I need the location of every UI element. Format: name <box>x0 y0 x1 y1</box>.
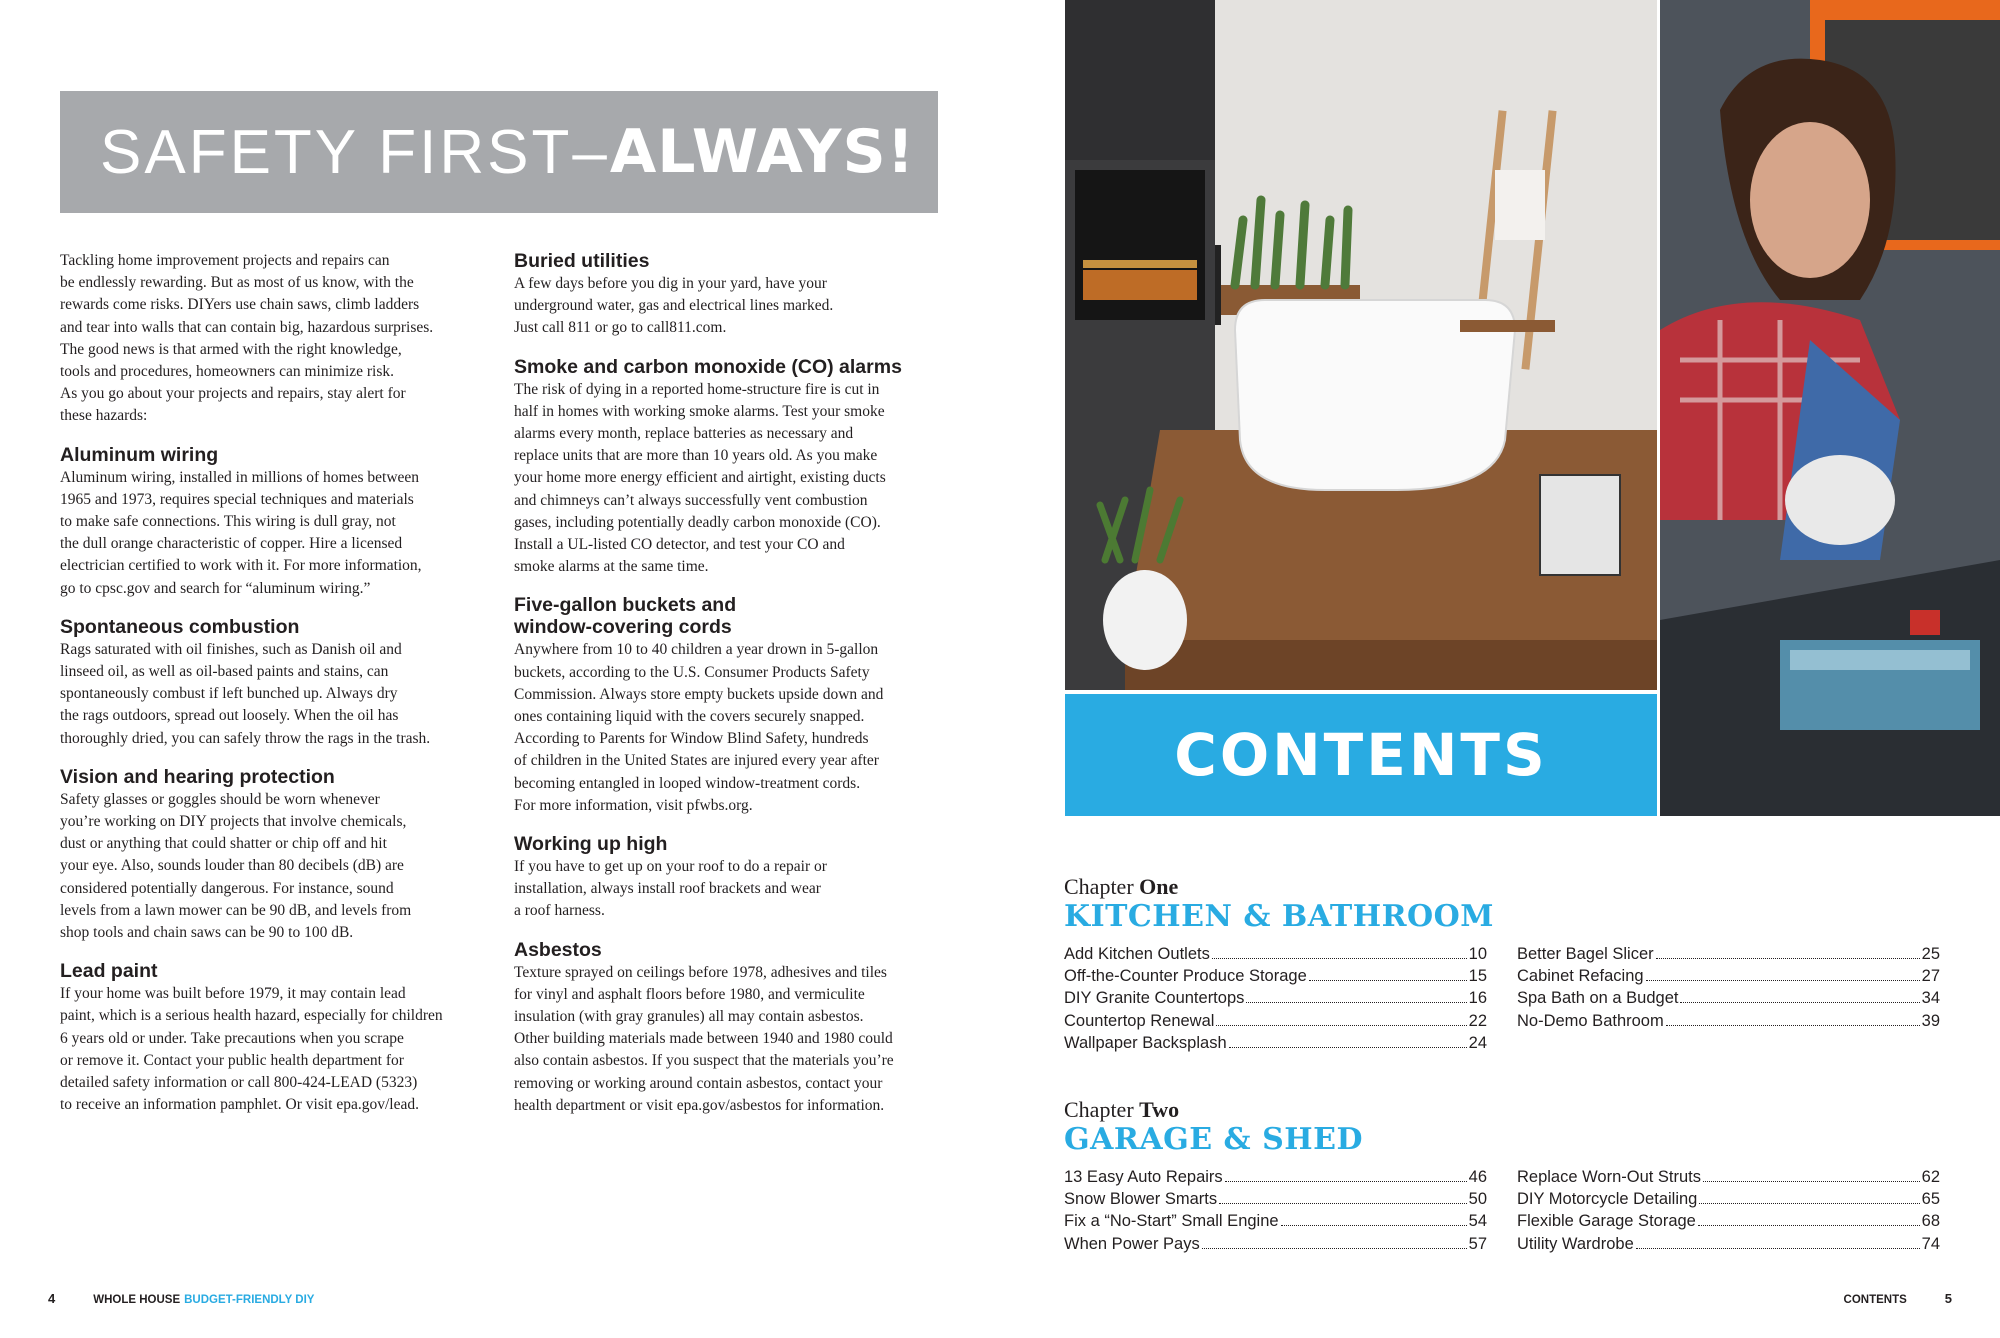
toc-leader <box>1703 1181 1920 1182</box>
section-body: If you have to get up on your roof to do a repair or installation, always install roof brackets and wear a roof harness. <box>514 858 827 920</box>
toc-entry-page: 24 <box>1468 1033 1487 1052</box>
section-body: Aluminum wiring, installed in millions of homes between 1965 and 1973, requires special techniques and materials to make safe connections. This wiring is dull gray, not the dull orange characteristic of copper. Hire a licensed electrician certified to work with it. For more information, go to cpsc.gov and search for “aluminum wiring.” <box>60 468 422 597</box>
chapter-title: GARAGE & SHED <box>1064 1122 1363 1157</box>
toc-entry-title: Better Bagel Slicer <box>1517 945 1654 963</box>
section-body: Anywhere from 10 to 40 children a year drown in 5-gallon buckets, according to the U.S. Consumer Products Safety Commission. Always store empty buckets upside down and ones containing liquid with the covers securely snapped. According to Parents for Window Blind Safety, hundreds of children in the United States are injured every year after becoming entangled in looped window-treatment cords. For more information, visit pfwbs.org. <box>514 641 884 814</box>
toc-column-left <box>1064 943 1487 1054</box>
mechanic-photo <box>1660 0 2000 816</box>
chapter-two <box>1064 1097 1954 1255</box>
bathroom-photo <box>1065 0 1657 690</box>
toc-entry-page: 34 <box>1921 989 1940 1008</box>
toc-leader <box>1212 958 1467 959</box>
toc-entry-title: Wallpaper Backsplash <box>1064 1033 1227 1052</box>
section-body: Texture sprayed on ceilings before 1978, adhesives and tiles for vinyl and asphalt floors before 1980, and vermiculite insulation (with gray granules) all may contain asbestos. Other building materials made between 1940 and 1980 could also contain asbestos. If you suspect that the materials you’re removing or working around contain asbestos, contact your health department or visit epa.gov/asbestos for information. <box>514 963 894 1114</box>
toc-entry-page: 10 <box>1468 945 1487 963</box>
toc-entry[interactable] <box>1517 943 1940 965</box>
safety-banner <box>60 91 938 213</box>
toc-entry[interactable] <box>1064 1010 1487 1032</box>
toc-leader <box>1680 1002 1919 1003</box>
toc-entry-page: 65 <box>1921 1190 1940 1209</box>
toc-entry[interactable] <box>1517 1010 1940 1032</box>
toc-entry-page: 57 <box>1468 1234 1487 1253</box>
intro-paragraph: The good news is that armed with the right knowledge, tools and procedures, homeowners can minimize risk. As you go about your projects and repairs, stay alert for these hazards: <box>60 340 406 425</box>
toc-entry-title: Off-the-Counter Produce Storage <box>1064 967 1307 986</box>
contents-title: CONTENTS <box>1174 721 1548 789</box>
toc-entry[interactable] <box>1517 987 1940 1009</box>
toc-leader <box>1202 1248 1467 1249</box>
toc-leader <box>1656 958 1920 959</box>
section-heading: Smoke and carbon monoxide (CO) alarms <box>514 355 902 378</box>
toc-entry-page: 39 <box>1921 1011 1940 1030</box>
toc-entry-title: Replace Worn-Out Struts <box>1517 1168 1702 1186</box>
toc-leader <box>1225 1181 1467 1182</box>
toc-entry[interactable] <box>1517 965 1940 987</box>
toc-entry-page: 15 <box>1468 967 1487 986</box>
toc-leader <box>1636 1248 1920 1249</box>
toc-entry-title: Add Kitchen Outlets <box>1064 945 1210 963</box>
section-body: A few days before you dig in your yard, have your underground water, gas and electrical lines marked. Just call 811 or go to call811.com. <box>514 275 834 337</box>
toc-entry-page: 68 <box>1921 1212 1940 1231</box>
toc-entry-title: Utility Wardrobe <box>1517 1234 1634 1253</box>
toc-entry-title: Snow Blower Smarts <box>1064 1190 1218 1209</box>
chapter-prefix: Chapter <box>1064 874 1140 899</box>
section-heading: Buried utilities <box>514 250 650 272</box>
toc-leader <box>1246 1002 1466 1003</box>
toc-entry[interactable] <box>1064 987 1487 1009</box>
chapter-number: One <box>1139 874 1179 899</box>
contents-title-box <box>1065 694 1657 816</box>
toc-leader <box>1698 1225 1920 1226</box>
toc-entry-page: 16 <box>1468 989 1487 1008</box>
toc-entry-page: 54 <box>1468 1212 1487 1231</box>
section-body: The risk of dying in a reported home-structure fire is cut in half in homes with working smoke alarms. Test your smoke alarms every month, replace batteries as necessary and replace units that are more than 10 years old. As you make your home more energy efficient and airtight, existing ducts and chimneys can’t always successfully vent combustion gases, including potentially deadly carbon monoxide (CO). Install a UL-listed CO detector, and test your CO and smoke alarms at the same time. <box>514 380 886 576</box>
toc-entry-title: DIY Granite Countertops <box>1064 989 1245 1008</box>
intro-paragraph: Tackling home improvement projects and repairs can be endlessly rewarding. But as most of us know, with the rewards come risks. DIYers use chain saws, climb ladders and tear into walls that can contain big, hazardous surprises. <box>60 252 434 336</box>
chapter-label <box>1064 874 1954 900</box>
footer-brand-accent: BUDGET-FRIENDLY DIY <box>184 1294 315 1306</box>
toc-column-left <box>1064 1166 1487 1255</box>
toc-entry[interactable] <box>1064 1166 1487 1188</box>
section-heading: Lead paint <box>60 960 158 983</box>
bathroom-illustration <box>1065 0 1657 690</box>
toc-entry[interactable] <box>1517 1188 1940 1210</box>
toc-entry[interactable] <box>1064 943 1487 965</box>
toc-entry-title: Cabinet Refacing <box>1517 967 1644 986</box>
toc-entry-title: 13 Easy Auto Repairs <box>1064 1168 1223 1186</box>
toc-list <box>1064 1166 1954 1255</box>
section-heading: Asbestos <box>514 938 602 961</box>
toc-leader <box>1219 1203 1467 1204</box>
toc-leader <box>1309 980 1467 981</box>
toc-entry-page: 74 <box>1921 1234 1940 1253</box>
section-body: Safety glasses or goggles should be worn whenever you’re working on DIY projects that involve chemicals, dust or anything that could shatter or chip off and hit your eye. Also, sounds louder than 80 decibels (dB) are considered potentially dangerous. For instance, sound levels from a lawn mower can be 90 dB, and levels from shop tools and chain saws can be 90 to 100 dB. <box>60 790 412 942</box>
toc-entry[interactable] <box>1064 1233 1487 1255</box>
middle-column <box>514 250 944 1117</box>
toc-entry-page: 62 <box>1921 1168 1940 1186</box>
toc-entry-title: No-Demo Bathroom <box>1517 1011 1664 1030</box>
toc-leader <box>1229 1047 1467 1048</box>
toc-entry-title: Countertop Renewal <box>1064 1011 1215 1030</box>
toc-leader <box>1666 1025 1920 1026</box>
page-number: 4 <box>48 1291 56 1306</box>
toc-leader <box>1216 1025 1466 1026</box>
chapter-one <box>1064 874 1954 1054</box>
chapter-label <box>1064 1097 1954 1123</box>
toc-entry-title: Flexible Garage Storage <box>1517 1212 1696 1231</box>
section-heading: Working up high <box>514 833 668 856</box>
right-page-footer <box>1844 1291 1952 1306</box>
toc-entry-page: 46 <box>1468 1168 1487 1186</box>
toc-entry-page: 22 <box>1468 1011 1487 1030</box>
toc-entry-title: Spa Bath on a Budget <box>1517 989 1679 1008</box>
banner-light-text: SAFETY FIRST– <box>100 117 610 187</box>
chapter-title: KITCHEN & BATHROOM <box>1064 899 1494 934</box>
section-heading: Five-gallon buckets and window-covering cords <box>514 594 737 639</box>
toc-entry[interactable] <box>1064 1210 1487 1232</box>
toc-column-right <box>1517 1166 1940 1255</box>
toc-leader <box>1699 1203 1919 1204</box>
banner-bold-text: ALWAYS! <box>609 117 916 187</box>
toc-leader <box>1646 980 1920 981</box>
toc-entry-title: DIY Motorcycle Detailing <box>1517 1190 1698 1209</box>
toc-entry-title: Fix a “No-Start” Small Engine <box>1064 1212 1279 1231</box>
left-column <box>60 250 480 1117</box>
section-heading: Vision and hearing protection <box>60 765 335 788</box>
toc-entry-page: 25 <box>1921 945 1940 963</box>
toc-leader <box>1281 1225 1467 1226</box>
toc-entry-title: When Power Pays <box>1064 1234 1200 1253</box>
toc-column-right <box>1517 943 1940 1054</box>
toc-entry-page: 27 <box>1921 967 1940 986</box>
toc-entry-page: 50 <box>1468 1190 1487 1209</box>
section-body: If your home was built before 1979, it may contain lead paint, which is a serious health hazard, especially for children 6 years old or under. Take precautions when you scrape or remove it. Contact your public health department for detailed safety information or call 800-424-LEAD (5323) to receive an information pamphlet. Or visit epa.gov/lead. <box>60 985 443 1114</box>
page-number: 5 <box>1944 1291 1952 1306</box>
section-heading: Aluminum wiring <box>60 443 219 466</box>
mechanic-illustration <box>1660 0 2000 816</box>
toc-entry[interactable] <box>1517 1210 1940 1232</box>
chapter-number: Two <box>1139 1097 1180 1122</box>
chapter-prefix: Chapter <box>1064 1097 1140 1122</box>
footer-brand: WHOLE HOUSE <box>93 1294 181 1306</box>
toc-entry[interactable] <box>1517 1166 1940 1188</box>
toc-entry[interactable] <box>1064 1032 1487 1054</box>
toc-entry[interactable] <box>1064 965 1487 987</box>
left-page-footer <box>48 1291 314 1306</box>
section-body: Rags saturated with oil finishes, such as Danish oil and linseed oil, as well as oil-based paints and stains, can spontaneously combust if left bunched up. Always dry the rags outdoors, spread out loosely. When the oil has thoroughly dried, you can safely throw the rags in the trash. <box>60 640 431 747</box>
toc-entry[interactable] <box>1517 1233 1940 1255</box>
section-heading: Spontaneous combustion <box>60 615 300 638</box>
toc-list <box>1064 943 1954 1054</box>
toc-entry[interactable] <box>1064 1188 1487 1210</box>
footer-section-label: CONTENTS <box>1843 1294 1907 1306</box>
